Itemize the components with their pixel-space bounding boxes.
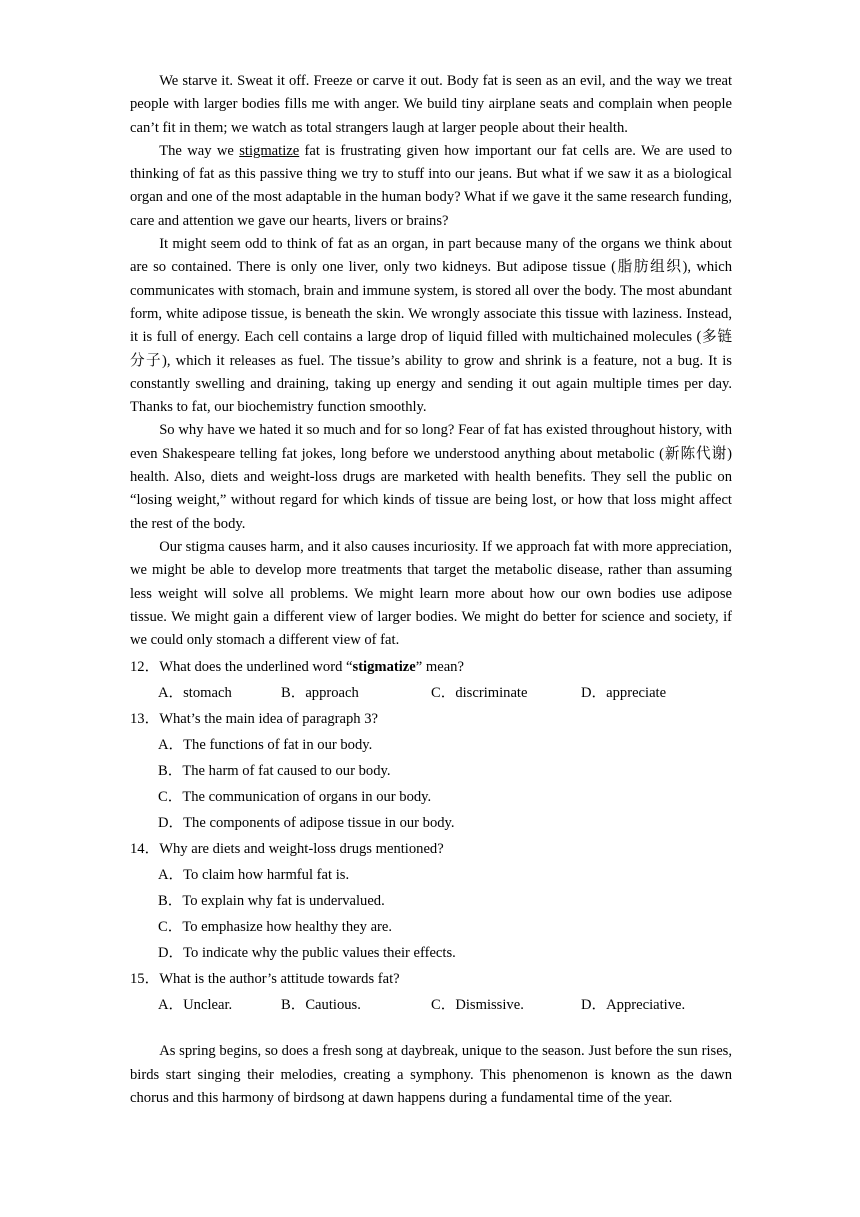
- paragraph-5: Our stigma causes harm, and it also causes incuriosity. If we approach fat with more appreciation, we might be able to develop more treatments that target the metabolic disease, rather than assuming less weight will solve all problems. We might learn more about how our own bodies use adipose tissue. We might gain a different view of larger bodies. We might do better for science and society, if we could only stomach a different view of fat.: [130, 538, 732, 649]
- option-a: A．To claim how harmful fat is.: [158, 867, 350, 884]
- option-a: A．The functions of fat in our body.: [158, 737, 373, 754]
- option-c: C．Dismissive.: [431, 997, 524, 1014]
- next-passage-paragraph-1: As spring begins, so does a fresh song at daybreak, unique to the season. Just before the sun rises, birds start singing their melodies, creating a symphony. This phenomenon is known as the dawn chorus and this harmony of birdsong at dawn happens during a fundamental time of the year.: [130, 1043, 732, 1107]
- option-c: C．The communication of organs in our body.: [158, 789, 432, 806]
- stem-text: Why are diets and weight-loss drugs mentioned?: [159, 841, 444, 858]
- question-15-options: [158, 992, 732, 1018]
- section-gap: [130, 1018, 732, 1040]
- question-13-stem: [130, 706, 732, 732]
- question-12-stem: [130, 654, 732, 680]
- option-a: A．stomach: [158, 685, 232, 702]
- question-15-stem: [130, 966, 732, 992]
- underlined-word: stigmatize: [239, 142, 300, 159]
- question-15: [130, 966, 732, 1018]
- option-b: B．Cautious.: [281, 997, 361, 1014]
- question-number: 12．: [130, 659, 160, 676]
- option-c: C．To emphasize how healthy they are.: [158, 919, 393, 936]
- stem-text: What’s the main idea of paragraph 3?: [159, 711, 379, 728]
- option-a: A．Unclear.: [158, 997, 233, 1014]
- option-d: D．Appreciative.: [581, 997, 686, 1014]
- question-14-stem: [130, 836, 732, 862]
- stem-text: What is the author’s attitude towards fat?: [159, 971, 400, 988]
- option-b: B．To explain why fat is undervalued.: [158, 893, 385, 910]
- stem-bold-word: stigmatize: [352, 659, 416, 676]
- document-content: [130, 70, 732, 1110]
- stem-text: What does the underlined word “: [159, 659, 353, 676]
- paragraph-3: It might seem odd to think of fat as an organ, in part because many of the organs we think about are so contained. There is only one liver, only two kidneys. But adipose tissue (脂肪组织), which communicates with stomach, brain and immune system, is stored all over the body. The most abundant form, white adipose tissue, is beneath the skin. We wrongly associate this tissue with laziness. Instead, it is full of energy. Each cell contains a large drop of liquid filled with multichained molecules (多链分子), which it releases as fuel. The tissue’s ability to grow and shrink is a feature, not a bug. It is constantly swelling and draining, taking up energy and sending it out again multiple times per day. Thanks to fat, our biochemistry function smoothly.: [130, 236, 732, 416]
- option-d: D．To indicate why the public values their effects.: [158, 945, 456, 962]
- question-number: 14．: [130, 841, 160, 858]
- question-14: [130, 836, 732, 966]
- stem-text-end: ” mean?: [415, 659, 464, 676]
- paragraph-2-start: The way we: [159, 142, 240, 159]
- question-13: [130, 706, 732, 836]
- option-d: D．appreciate: [581, 685, 667, 702]
- question-12-options: [158, 680, 732, 706]
- paragraph-2-rest: fat is frustrating given how important our fat cells are. We are used to thinking of fat as this passive thing we try to stuff into our jeans. But what if we saw it as a biological organ and one of the most adaptable in the human body? What if we gave it the same research funding, care and attention we gave our hearts, livers or brains?: [130, 142, 732, 229]
- question-number: 15．: [130, 971, 160, 988]
- question-number: 13．: [130, 711, 160, 728]
- option-d: D．The components of adipose tissue in our body.: [158, 815, 455, 832]
- question-12: [130, 654, 732, 706]
- option-c: C．discriminate: [431, 685, 528, 702]
- paragraph-2: [130, 140, 732, 233]
- option-b: B．approach: [281, 685, 359, 702]
- paragraph-4: So why have we hated it so much and for so long? Fear of fat has existed throughout history, with even Shakespeare telling fat jokes, long before we understood anything about metabolic (新陈代谢) health. Also, diets and weight-loss drugs are marketed with health benefits. They sell the public on “losing weight,” without regard for which kinds of tissue are being lost, or how that loss might affect the rest of the body.: [130, 422, 732, 532]
- paragraph-1: We starve it. Sweat it off. Freeze or carve it out. Body fat is seen as an evil, and the way we treat people with larger bodies fills me with anger. We build tiny airplane seats and complain when people can’t fit in them; we watch as total strangers laugh at larger people about their health.: [130, 73, 732, 136]
- option-b: B．The harm of fat caused to our body.: [158, 763, 391, 780]
